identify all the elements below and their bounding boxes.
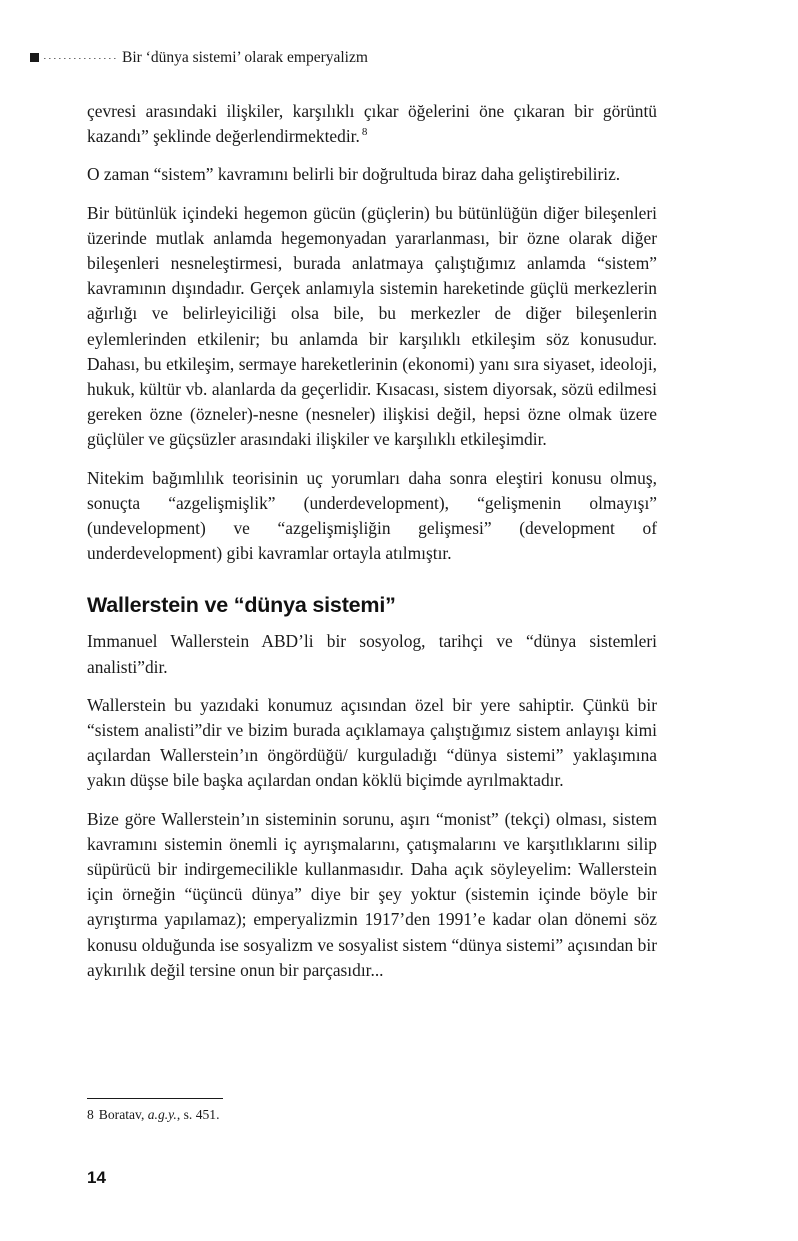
square-bullet-icon xyxy=(30,53,39,62)
footnote-reference-8[interactable]: 8 xyxy=(361,126,368,139)
paragraph-4: Nitekim bağımlılık teorisinin uç yorumları daha sonra eleştiri konusu olmuş, sonuçta “azgelişmişlik” (underdevelopment), “gelişmenin olmayışı” (undevelopment) ve “azgelişmişliğin gelişmesi” (development of underdevelopment) gibi kavramlar ortayla atılmıştır. xyxy=(87,467,657,564)
footnote-area xyxy=(87,1098,657,1123)
paragraph-2: O zaman “sistem” kavramını belirli bir doğrultuda biraz daha geliştirebiliriz. xyxy=(87,164,621,185)
footnote-separator-rule xyxy=(87,1098,223,1099)
running-header-title: Bir ‘dünya sistemi’ olarak emperyalizm xyxy=(122,49,368,66)
footnote-8 xyxy=(87,1106,657,1123)
paragraph-5: Immanuel Wallerstein ABD’li bir sosyolog, tarihçi ve “dünya sistemleri analisti”dir. xyxy=(87,631,657,677)
text-column xyxy=(87,99,657,983)
page-number: 14 xyxy=(87,1168,106,1187)
paragraph-1 xyxy=(87,99,657,149)
paragraph-7: Bize göre Wallerstein’ın sisteminin sorunu, aşırı “monist” (tekçi) olması, sistem kavramını sistemin önemli iç ayrışmalarını, çatışmalarını ve karşıtlıklarını silip süpürücü bir indirgemecilikle kullanmasıdır. Daha açık söyleyelim: Wallerstein için örneğin “üçüncü dünya” diye bir şey yoktur (sistemin içinde böyle bir ayrıştırma yapılamaz); emperyalizmin 1917’den 1991’e kadar olan dönemi söz konusu olduğunda ise sosyalizm ve sosyalist sistem “dünya sistemi” açısından bir aykırılık değil tersine onun bir parçasıdır... xyxy=(87,808,657,980)
footnote-locator: , s. 451. xyxy=(176,1107,220,1122)
paragraph-6: Wallerstein bu yazıdaki konumuz açısından özel bir yere sahiptir. Çünkü bir “sistem analisti”dir ve bizim burada açıklamaya çalıştığımız sistem anlayışı kimi açılardan Wallerstein’ın öngördüğü/ kurguladığı “dünya sistemi” yaklaşımına yakın düşse bile başka açılardan ondan köklü biçimde ayrılmaktadır. xyxy=(87,694,657,791)
paragraph-3: Bir bütünlük içindeki hegemon gücün (güçlerin) bu bütünlüğün diğer bileşenleri üzerinde mutlak anlamda hegemonyadan yararlanması, bir özne olarak diğer bileşenleri nesneleştirmesi, burada anlatmaya çalıştığımız anlamda “sistem” kavramının dışındadır. Gerçek anlamıyla sistemin hareketinde güçlü merkezlerin ağırlığı ve belirleyiciliği olsa bile, bu merkezler de diğer bileşenlerin eylemlerinden etkilenir; bu anlamda bir karşılıklı etkileşim söz konusudur. Dahası, bu etkileşim, sermaye hareketlerinin (ekonomi) yanı sıra siyaset, ideoloji, hukuk, kültür vb. alanlarda da geçerlidir. Kısacası, sistem diyorsak, sözü edilmesi gereken özne (özneler)-nesne (nesneler) ilişkisi değil, hepsi özne olmak üzere güçlüler ve güçsüzler arasındaki ilişkiler ve karşılıklı etkileşimdir. xyxy=(87,202,657,450)
footnote-source-italic: a.g.y. xyxy=(147,1107,177,1122)
dotted-rule-divider xyxy=(44,58,116,59)
footnote-author: Boratav, xyxy=(98,1107,145,1122)
paragraph-1-text: çevresi arasındaki ilişkiler, karşılıklı çıkar öğelerini öne çıkaran bir görüntü kazandı” şeklinde değerlendirmektedir. xyxy=(87,101,657,147)
running-header xyxy=(30,50,670,66)
section-heading: Wallerstein ve “dünya sistemi” xyxy=(87,593,396,618)
footnote-number: 8 xyxy=(87,1107,94,1122)
